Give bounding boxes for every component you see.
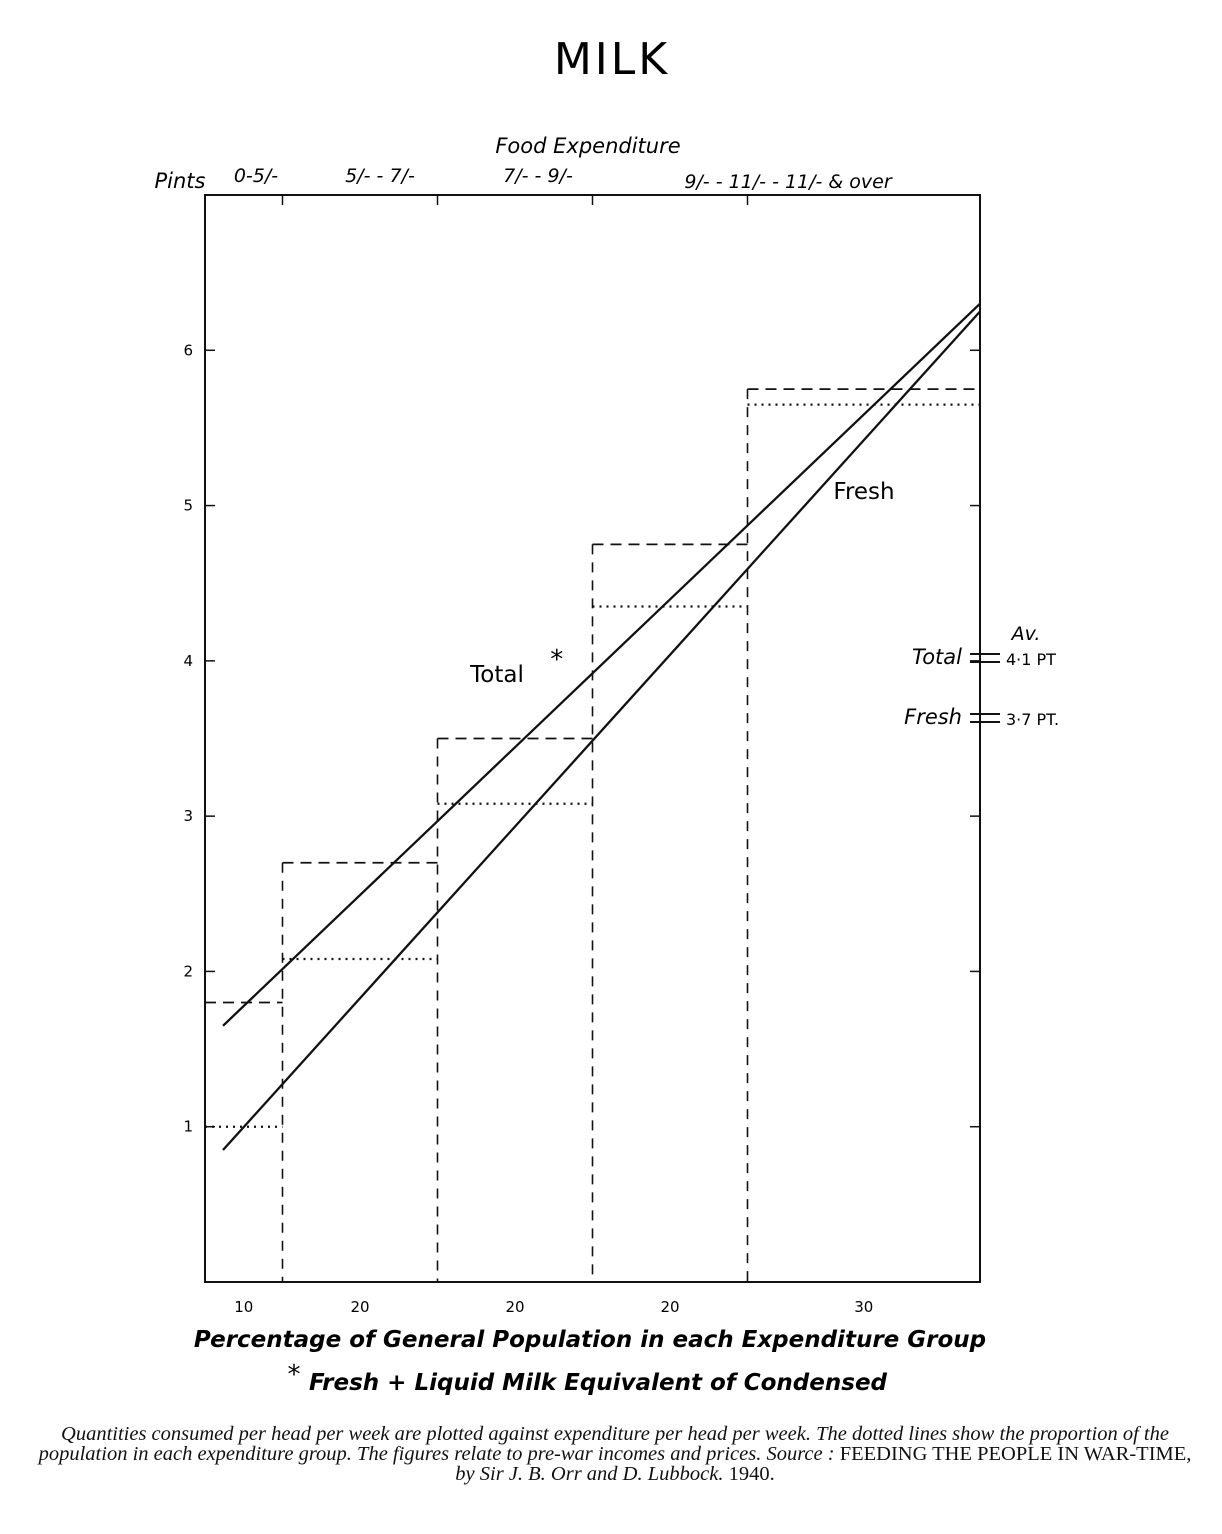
y-tick-label-5: 5 (183, 496, 193, 515)
x-tick-label-4: 20 (660, 1298, 680, 1316)
chart-title: MILK (553, 34, 671, 85)
fresh-series-line (223, 311, 980, 1150)
average-total-label: Total (911, 645, 962, 669)
average-fresh-value: 3·7 PT. (1006, 710, 1060, 729)
plot-area (183, 195, 980, 1316)
caption-year: 1940. (728, 1463, 775, 1485)
y-tick-label-4: 4 (183, 651, 193, 670)
total-series-label: Total (470, 662, 524, 688)
averages-heading: Av. (1011, 623, 1041, 645)
average-fresh-label: Fresh (904, 705, 962, 729)
group-label-1: 0-5/- (233, 165, 279, 187)
y-tick-label-3: 3 (183, 807, 193, 826)
footnote-text: Fresh + Liquid Milk Equivalent of Condensed (308, 1370, 888, 1396)
footnote-marker: * (287, 1360, 301, 1390)
fresh-series-label: Fresh (833, 479, 895, 505)
group-label-3: 7/- - 9/- (503, 165, 573, 187)
y-tick-label-1: 1 (183, 1117, 193, 1136)
x-tick-label-2: 20 (350, 1298, 370, 1316)
x-tick-label-1: 10 (234, 1298, 254, 1316)
total-series-line (223, 304, 980, 1026)
x-tick-label-3: 20 (505, 1298, 525, 1316)
average-total-value: 4·1 PT (1006, 650, 1056, 669)
group-label-2: 5/- - 7/- (345, 165, 415, 187)
top-axis-title: Food Expenditure (495, 134, 681, 158)
y-tick-label-2: 2 (183, 962, 193, 981)
x-axis-title: Percentage of General Population in each Expenditure Group (193, 1327, 987, 1353)
y-unit-label: Pints (154, 169, 206, 193)
caption-byline: by Sir J. B. Orr and D. Lubbock. (455, 1463, 724, 1485)
caption-text: Quantities consumed per head per week are plotted against expenditure per head per week. The dotted lines show the proportion of the population in each expenditure group. The figures relate to pre-war incomes and prices. Source : (38, 1423, 1169, 1465)
group-label-4: 9/- - 11/- - 11/- & over (684, 171, 892, 193)
x-tick-label-5: 30 (854, 1298, 874, 1316)
special-point-marker: * (550, 644, 564, 675)
caption-source-title: FEEDING THE PEOPLE IN WAR-TIME, (839, 1443, 1192, 1465)
caption (30, 1424, 1200, 1484)
y-tick-label-6: 6 (183, 341, 193, 360)
